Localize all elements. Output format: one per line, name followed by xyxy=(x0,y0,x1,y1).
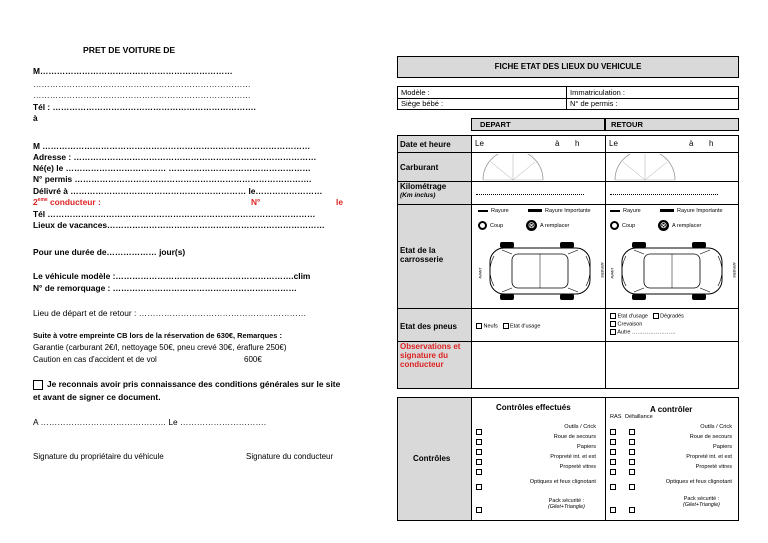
km-label-2: (Km inclus) xyxy=(400,192,436,199)
lieu-line: Lieu de départ et de retour : …………………………………………………… xyxy=(33,309,307,318)
observations-label: Observations et signature du conducteur xyxy=(400,342,461,369)
right-title: FICHE ETAT DES LIEUX DU VEHICULE xyxy=(397,56,739,78)
duree-line: Pour une durée de……………… jour(s) xyxy=(33,248,186,257)
ctrl-retour-label: Propreté vitres xyxy=(695,464,732,470)
carrosserie-label-1: Etat de la xyxy=(400,246,436,255)
ctrl-depart-label: Papiers xyxy=(577,444,596,450)
retour-avant-label: AVANT xyxy=(610,267,615,279)
crevaison-label: Crevaison xyxy=(617,321,643,328)
autre-label: Autre …………………… xyxy=(617,329,676,336)
fuel-gauge-icon xyxy=(481,154,545,182)
pack-label-depart xyxy=(548,498,585,511)
pack-1: Pack sécurité : xyxy=(548,498,585,504)
pack-label-retour xyxy=(683,496,720,509)
ctrl-depart-label: Roue de secours xyxy=(553,434,596,440)
retour-h: h xyxy=(709,139,714,148)
tel-line-2: Tél …………………………………………………………………………………… xyxy=(33,210,316,219)
caution-label: Caution en cas d'accident et de vol xyxy=(33,356,157,364)
degrades-label: Dégradés xyxy=(660,313,684,320)
fuel-gauge-icon xyxy=(613,154,677,182)
ctrl-depart-label: Propreté vitres xyxy=(559,464,596,470)
neufs-checkbox[interactable] xyxy=(476,323,482,329)
suite-line: Suite à votre empreinte CB lors de la réservation de 630€, Remarques : xyxy=(33,332,282,340)
retour-tyres xyxy=(610,313,684,337)
depart-header: DEPART xyxy=(471,118,605,131)
a-le-line: A ……………………………………… Le …………………………. xyxy=(33,418,267,427)
signature-owner: Signature du propriétaire du véhicule xyxy=(33,452,164,461)
ctrl-depart-checkbox[interactable] xyxy=(476,478,482,496)
vehicule-line: Le véhicule modèle :……………………………………………………….clim xyxy=(33,272,311,281)
lieux-line: Lieux de vacances…………………………………………………………………… xyxy=(33,221,325,230)
retour-arriere-label: ARRIERE xyxy=(731,262,736,278)
remplacer-label: A remplacer xyxy=(540,223,570,229)
defaillance-label: Défaillance xyxy=(625,414,653,420)
depart-avant-label: AVANT xyxy=(478,267,483,279)
left-title: PRET DE VOITURE DE xyxy=(83,45,176,55)
pack-checkbox-depart[interactable] xyxy=(476,501,482,519)
siege-label: Siège bébé : xyxy=(401,99,444,108)
second-driver-sup: ème xyxy=(37,198,48,204)
depart-h: h xyxy=(575,139,580,148)
second-driver-le: le xyxy=(336,198,343,207)
m-line-1: M…………………………………………………………… xyxy=(33,67,233,76)
dots-line-2: …………………………………………………………………… xyxy=(33,91,251,100)
a-controler-title: A contrôler xyxy=(650,405,693,414)
neufs-label: Neufs xyxy=(483,323,498,330)
retour-body-legend xyxy=(608,208,736,306)
ctrl-effectues-title: Contrôles effectués xyxy=(496,403,571,412)
coup-icon xyxy=(478,221,487,230)
date-label: Date et heure xyxy=(400,140,451,149)
km-label-1: Kilométrage xyxy=(400,182,447,191)
info-table xyxy=(397,86,739,110)
degrades-checkbox[interactable] xyxy=(653,313,659,319)
rayure-imp-label: Rayure Importante xyxy=(677,208,723,214)
replace-icon: ⊗ xyxy=(659,220,668,230)
carburant-label: Carburant xyxy=(400,163,439,172)
controls-grid xyxy=(397,397,739,521)
retour-km-field[interactable] xyxy=(610,194,718,195)
usage-checkbox[interactable] xyxy=(503,323,509,329)
carrosserie-label xyxy=(400,246,443,264)
ctrl-def-checkbox[interactable] xyxy=(629,478,635,496)
ctrl-retour-label: Propreté int. et ext xyxy=(686,454,732,460)
ctrl-depart-label: Propreté int. et ext xyxy=(550,454,596,460)
depart-le: Le xyxy=(475,139,484,148)
ctrl-depart-label: Optiques et feux clignotant xyxy=(529,479,596,485)
dots-line-1: …………………………………………………………………… xyxy=(33,80,251,89)
crevaison-checkbox[interactable] xyxy=(610,321,616,327)
ctrl-ras-checkbox[interactable] xyxy=(610,478,616,496)
immat-label: Immatriculation : xyxy=(570,88,626,97)
pack-1b: Pack sécurité : xyxy=(683,496,720,502)
second-driver-no: N° xyxy=(251,198,261,207)
autre-checkbox[interactable] xyxy=(610,329,616,335)
rayure-imp-label: Rayure Importante xyxy=(545,208,591,214)
reconnais-line-2: et avant de signer ce document. xyxy=(33,393,161,402)
depart-km-field[interactable] xyxy=(476,194,584,195)
pack-2: (Gilet+Triangle) xyxy=(548,504,585,511)
coup-label: Coup xyxy=(622,223,636,229)
car-diagram-icon xyxy=(482,242,598,300)
coup-label: Coup xyxy=(490,223,504,229)
pack-checkbox-def[interactable] xyxy=(629,501,635,519)
permis-line: N° permis …………………………………………………………………………. xyxy=(33,175,312,184)
carrosserie-label-2: carrosserie xyxy=(400,255,444,265)
modele-label: Modèle : xyxy=(401,88,430,97)
pneus-label: Etat des pneus xyxy=(400,322,457,331)
permis-label: N° de permis : xyxy=(570,99,618,108)
depart-tyres xyxy=(476,323,540,329)
adresse-line: Adresse : …………………………………………………………………………… xyxy=(33,153,317,162)
coup-icon xyxy=(610,221,619,230)
controles-label: Contrôles xyxy=(413,454,451,463)
km-label xyxy=(400,183,446,200)
m-line-2: M …………………………………………………………………………………… xyxy=(33,142,311,151)
caution-amount: 600€ xyxy=(244,356,262,364)
remplacer-label: A remplacer xyxy=(672,223,702,229)
reconnais-line-1: Je reconnais avoir pris connaissance des conditions générales sur le site xyxy=(47,380,341,389)
pack-checkbox-ras[interactable] xyxy=(610,501,616,519)
rayure-label: Rayure xyxy=(491,208,509,214)
retour-a: à xyxy=(689,139,694,148)
garantie-line: Garantie (carburant 2€/l, nettoyage 50€, pneu crevé 30€, éraflure 250€) xyxy=(33,344,287,352)
ctrl-depart-label: Outils / Crick xyxy=(564,424,596,430)
tel-line-1: Tél : ………………………………………………………………. xyxy=(33,103,256,112)
state-grid xyxy=(397,135,739,389)
etat-usage-checkbox[interactable] xyxy=(610,313,616,319)
delivre-line: Délivré à ……………………………………………………… le…………………… xyxy=(33,187,323,196)
replace-icon: ⊗ xyxy=(527,220,536,230)
ctrl-retour-label: Papiers xyxy=(713,444,732,450)
retour-le: Le xyxy=(609,139,618,148)
depart-arriere-label: ARRIERE xyxy=(599,262,604,278)
car-diagram-icon xyxy=(614,242,730,300)
a-line: à xyxy=(33,114,38,123)
second-driver-num: 2 xyxy=(33,198,38,207)
depart-body-legend xyxy=(476,208,604,306)
rayure-label: Rayure xyxy=(623,208,641,214)
ctrl-retour-label: Optiques et feux clignotant xyxy=(665,479,732,485)
retour-header: RETOUR xyxy=(605,118,739,131)
retour-date[interactable] xyxy=(609,139,714,148)
ctrl-retour-label: Outils / Crick xyxy=(700,424,732,430)
ras-label: RAS xyxy=(610,414,622,420)
ne-line: Né(e) le ……………………………… …………………………………………… xyxy=(33,164,311,173)
signature-driver: Signature du conducteur xyxy=(246,452,334,461)
etat-usage-label: Etat d'usage xyxy=(617,313,648,320)
caution-line xyxy=(33,356,363,365)
depart-date[interactable] xyxy=(475,139,580,148)
second-driver-line xyxy=(33,198,363,207)
usage-label: Etat d'usage xyxy=(510,323,541,330)
accept-checkbox[interactable] xyxy=(33,380,43,390)
ctrl-retour-label: Roue de secours xyxy=(689,434,732,440)
second-driver-label: conducteur : xyxy=(47,198,101,207)
remorquage-line: N° de remorquage : ………………………………………………………… xyxy=(33,284,297,293)
depart-a: à xyxy=(555,139,560,148)
pack-2b: (Gilet+Triangle) xyxy=(683,502,720,509)
